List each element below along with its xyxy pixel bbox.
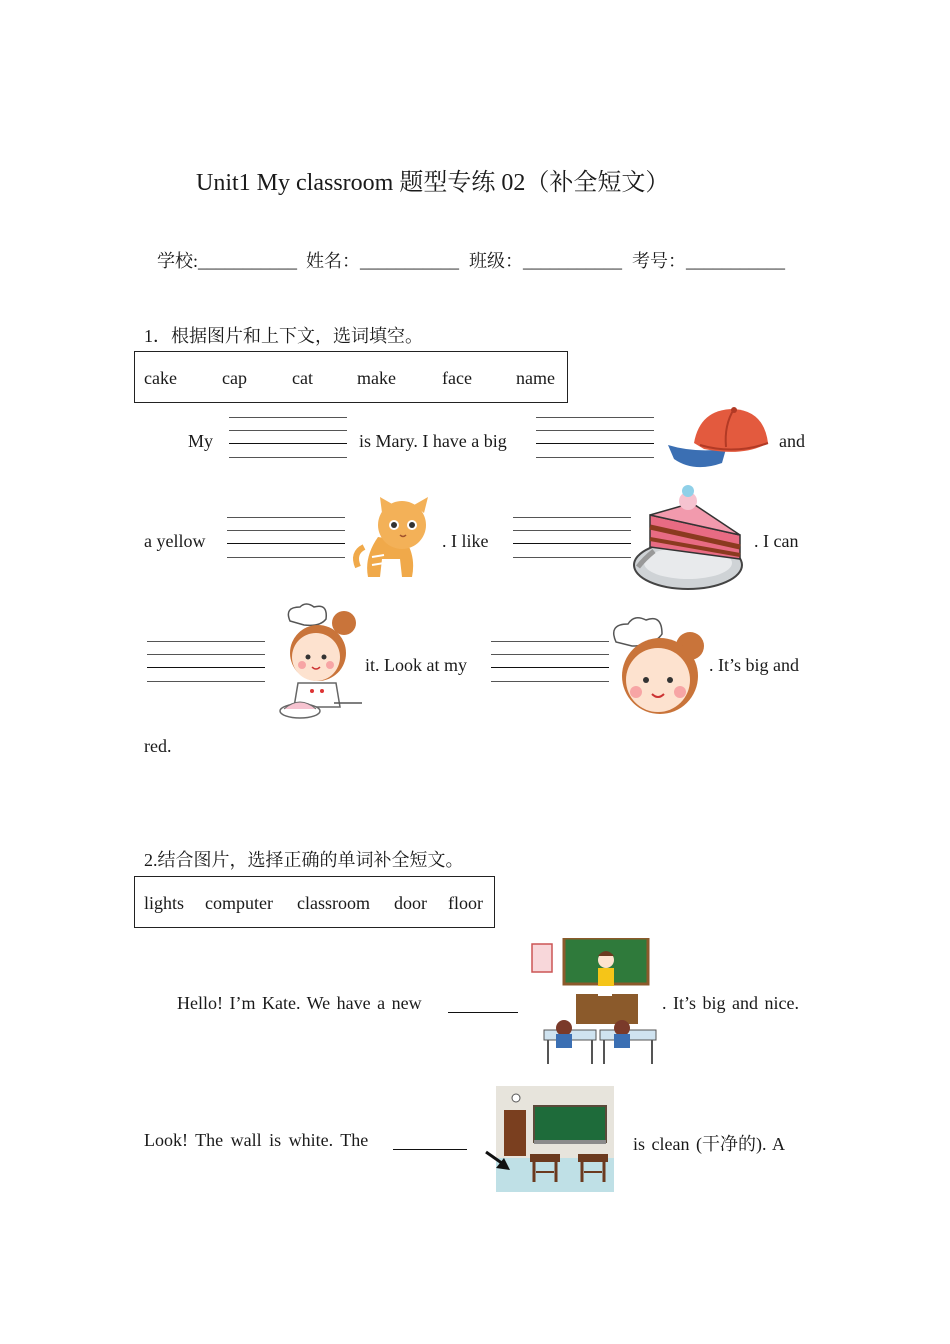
q1-text: and [779,431,805,451]
q1-text: . I can [754,531,799,551]
writing-lines[interactable] [229,417,347,461]
girl-chef-making-cake-icon [274,603,364,723]
word-option: cake [144,368,177,388]
word-option: door [394,893,427,913]
classroom-floor-icon [482,1086,616,1192]
classroom-teacher-icon [530,938,660,1068]
q2-prompt: 2.结合图片，选择正确的单词补全短文。 [144,850,464,870]
word-option: face [442,368,472,388]
girl-chef-face-icon [610,612,708,716]
cap-icon [664,405,772,471]
writing-lines[interactable] [227,517,345,561]
q1-text: red. [144,736,172,756]
name-field: 姓名：___________ [306,251,459,271]
q2-word-box [134,876,495,928]
q1-text: is Mary. I have a big [359,431,507,451]
writing-lines[interactable] [536,417,654,461]
q2-text: . It’s big and nice. [662,993,799,1013]
word-option: lights [144,893,185,913]
school-field: 学校:___________ [157,251,298,271]
q2-text: is clean (干净的). A [633,1134,785,1154]
answer-blank[interactable] [393,1149,467,1150]
q1-text: it. Look at my [365,655,467,675]
cake-icon [632,485,748,593]
q1-text: My [188,431,214,451]
class-field: 班级：___________ [469,251,622,271]
q2-text: Hello! I’m Kate. We have a new [177,993,422,1013]
word-option: cap [222,368,247,388]
word-option: make [357,368,396,388]
word-option: cat [292,368,313,388]
q1-text: . I like [442,531,489,551]
answer-blank[interactable] [448,1012,518,1013]
q1-prompt: 1．根据图片和上下文，选词填空。 [144,326,423,346]
q1-text: . It’s big and [709,655,799,675]
q1-text: a yellow [144,531,206,551]
writing-lines[interactable] [491,641,609,685]
q2-text: Look! The wall is white. The [144,1130,369,1150]
q1-word-box [134,351,568,403]
writing-lines[interactable] [513,517,631,561]
page-title: Unit1 My classroom 题型专练 02（补全短文） [196,170,670,196]
writing-lines[interactable] [147,641,265,685]
word-option: classroom [297,893,370,913]
cat-icon [350,497,436,583]
word-option: floor [448,893,483,913]
word-option: name [516,368,555,388]
exam-number-field: 考号：___________ [632,251,785,271]
word-option: computer [205,893,273,913]
